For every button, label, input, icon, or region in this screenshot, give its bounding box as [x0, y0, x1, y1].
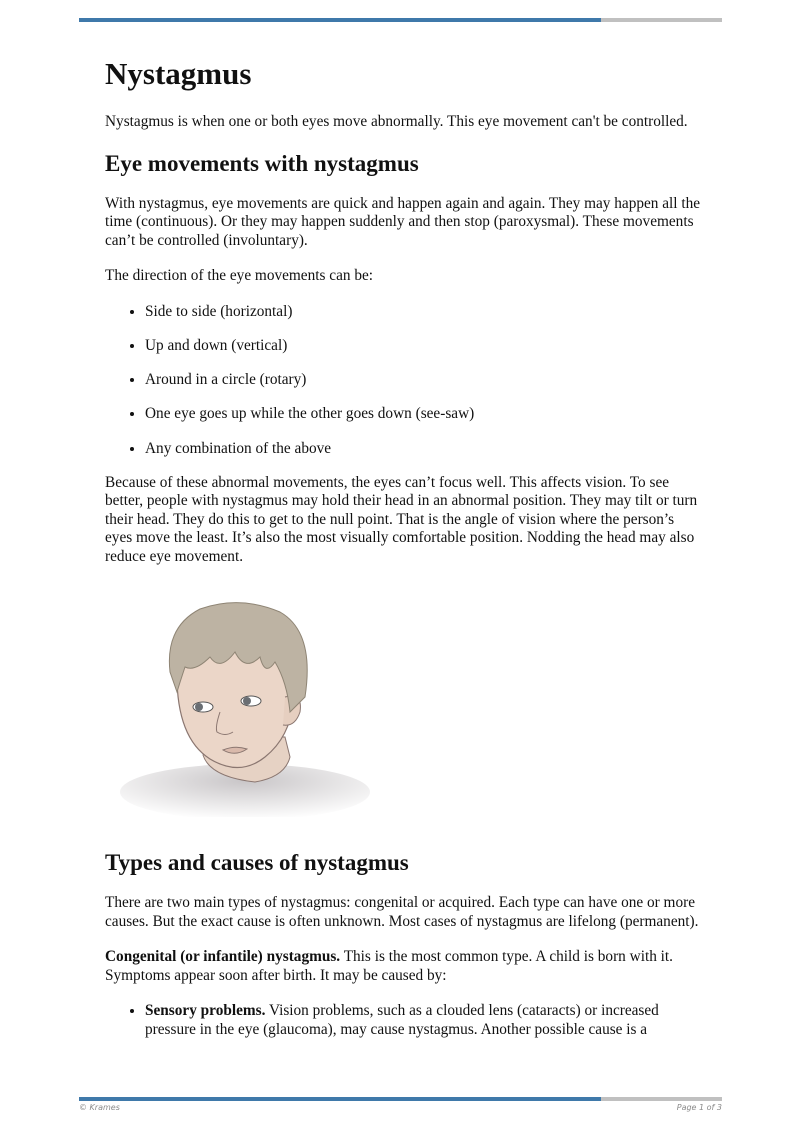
- list-item: [145, 1002, 705, 1039]
- paragraph: The direction of the eye movements can be:: [105, 267, 374, 284]
- list-item: • Up and down (vertical): [145, 337, 705, 356]
- paragraph-congenital: [105, 948, 705, 985]
- paragraph-text: This is the most common type. A child is born with it. Symptoms appear soon after birth. It may be caused by:: [105, 948, 673, 984]
- page-number: Page 1 of 3: [676, 1103, 722, 1112]
- section-heading-eye-movements: Eye movements with nystagmus: [105, 150, 419, 176]
- bold-lead: Congenital (or infantile) nystagmus.: [105, 948, 341, 966]
- list-item: • Around in a circle (rotary): [145, 371, 705, 390]
- direction-list: [105, 303, 705, 459]
- list-item: • One eye goes up while the other goes down (see-saw): [145, 405, 705, 424]
- page-title: Nystagmus: [105, 56, 252, 91]
- bold-lead: Sensory problems.: [145, 1002, 266, 1020]
- document-body: [105, 52, 705, 1055]
- list-item: • Side to side (horizontal): [145, 303, 705, 322]
- paragraph: There are two main types of nystagmus: congenital or acquired. Each type can have one or more causes. But the exact cause is often unknown. Most cases of nystagmus are lifelong (permanent).: [105, 894, 699, 930]
- list-item-text: Vision problems, such as a clouded lens (cataracts) or increased pressure in the eye (glaucoma), may cause nystagmus. Another possible cause is a: [145, 1002, 659, 1038]
- left-iris: [195, 703, 203, 711]
- list-item: • Any combination of the above: [145, 440, 705, 459]
- intro-paragraph: Nystagmus is when one or both eyes move abnormally. This eye movement can't be controlled.: [105, 113, 688, 130]
- paragraph: Because of these abnormal movements, the eyes can’t focus well. This affects vision. To see better, people with nystagmus may hold their head in an abnormal position. They may tilt or turn their head. They do this to get to the null point. That is the angle of vision where the person’s eyes move the least. It’s also the most visually comfortable position. Nodding the head may also reduce eye movement.: [105, 473, 698, 565]
- causes-list: [105, 1002, 705, 1039]
- footer-progress-rule: [79, 1097, 722, 1101]
- right-iris: [243, 697, 251, 705]
- header-progress-rule: [79, 18, 722, 22]
- paragraph: With nystagmus, eye movements are quick and happen again and again. They may happen all the time (continuous). Or they may happen suddenly and then stop (paroxysmal). These movements can’t be controlled (involuntary).: [105, 194, 701, 249]
- footer-progress-fill: [79, 1097, 601, 1101]
- section-heading-types-causes: Types and causes of nystagmus: [105, 850, 409, 876]
- boy-head-tilted-illustration: [115, 587, 375, 817]
- header-progress-fill: [79, 18, 601, 22]
- copyright-text: © Krames: [79, 1103, 120, 1112]
